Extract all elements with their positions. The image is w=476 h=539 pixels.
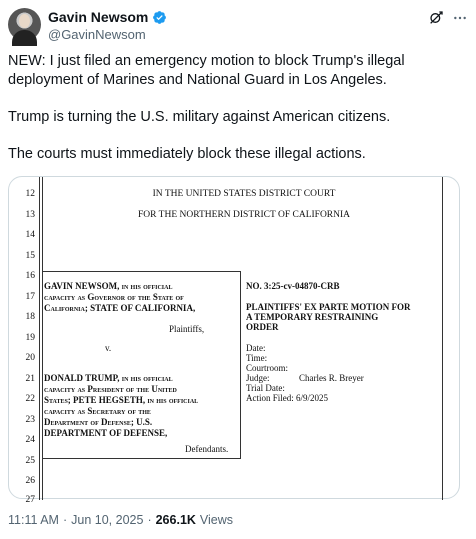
- margin-rule-right: [442, 177, 443, 500]
- defendant-capacity-5: capacity as Secretary of the: [44, 406, 151, 416]
- tweet-paragraph-3: The courts must immediately block these illegal actions.: [8, 146, 366, 162]
- motion-title-2: A TEMPORARY RESTRAINING: [246, 312, 379, 322]
- tweet-header: [8, 8, 468, 42]
- views-count[interactable]: 266.1K: [155, 513, 196, 527]
- line-number: 24: [25, 435, 35, 445]
- plaintiff-line-1: [44, 281, 172, 292]
- display-name[interactable]: Gavin Newsom: [48, 9, 149, 25]
- avatar[interactable]: [8, 8, 41, 41]
- line-number: 14: [25, 230, 35, 240]
- line-number: 22: [25, 394, 35, 404]
- verified-badge-icon: [152, 10, 167, 25]
- plaintiff-state: STATE OF CALIFORNIA,: [90, 303, 196, 313]
- defendant-line-3: [44, 395, 198, 406]
- line-number: 17: [25, 292, 35, 302]
- tweet-meta: [8, 513, 233, 527]
- views-label: Views: [199, 513, 234, 527]
- avatar-shoulders: [12, 30, 37, 46]
- post-date[interactable]: Jun 10, 2025: [71, 513, 144, 527]
- defendant-trump: DONALD TRUMP,: [44, 373, 120, 383]
- defendant-capacity-1: in his official: [121, 373, 173, 383]
- tweet-paragraph-1: NEW: I just filed an emergency motion to block Trump's illegal deployment of Marines and National Guard in Los Angeles.: [8, 53, 405, 88]
- court-name: IN THE UNITED STATES DISTRICT COURT: [152, 189, 336, 199]
- user-handle[interactable]: @GavinNewsom: [48, 27, 146, 42]
- judge-label: Judge:: [246, 373, 270, 383]
- grok-icon[interactable]: [428, 10, 444, 26]
- line-number: 19: [25, 333, 35, 343]
- attached-image[interactable]: [8, 176, 460, 505]
- trial-date-label: Trial Date:: [246, 383, 285, 393]
- separator: ·: [62, 513, 68, 527]
- judge-name: Charles R. Breyer: [299, 373, 364, 383]
- time-label: Time:: [246, 353, 268, 363]
- separator: ·: [147, 513, 152, 527]
- line-number: 18: [25, 312, 35, 322]
- courtroom-label: Courtroom:: [246, 363, 288, 373]
- defendants-label: Defendants.: [185, 444, 229, 454]
- plaintiff-line-3: [44, 303, 195, 314]
- margin-rule-left: [39, 177, 40, 500]
- versus-label: v.: [105, 343, 112, 353]
- plaintiff-capacity-3: California;: [44, 303, 88, 313]
- defendant-line-6: [44, 417, 152, 428]
- court-document: [9, 177, 461, 505]
- avatar-face: [19, 14, 30, 28]
- action-filed: Action Filed: 6/9/2025: [246, 393, 328, 403]
- tweet-paragraph-2: Trump is turning the U.S. military against American citizens.: [8, 109, 391, 125]
- court-district: FOR THE NORTHERN DISTRICT OF CALIFORNIA: [137, 210, 351, 220]
- case-number: NO. 3:25-cv-04870-CRB: [246, 281, 340, 291]
- line-number: 25: [25, 456, 35, 466]
- line-number: 16: [25, 271, 35, 281]
- line-number: 26: [25, 476, 35, 486]
- line-number: 13: [25, 210, 35, 220]
- motion-title-3: ORDER: [246, 322, 279, 332]
- line-number: 15: [25, 251, 35, 261]
- defendant-capacity-2: capacity as President of the United: [44, 384, 177, 394]
- motion-title-1: PLAINTIFFS' EX PARTE MOTION FOR: [246, 302, 411, 312]
- defendant-capacity-3: States;: [44, 395, 71, 405]
- line-number: 27: [25, 495, 35, 505]
- defendant-line-1: [44, 373, 173, 384]
- name-row: [48, 9, 167, 25]
- defendant-capacity-4: in his official: [147, 395, 199, 405]
- plaintiff-capacity-1: in his official: [121, 281, 173, 291]
- date-label: Date:: [246, 343, 266, 353]
- defendant-us: U.S.: [136, 417, 153, 427]
- line-number: 21: [25, 374, 35, 384]
- more-options-icon[interactable]: [452, 10, 468, 26]
- line-number: 20: [25, 353, 35, 363]
- plaintiffs-label: Plaintiffs,: [169, 324, 205, 334]
- defendant-dod: DEPARTMENT OF DEFENSE,: [44, 428, 168, 438]
- line-number: 23: [25, 415, 35, 425]
- plaintiff-capacity-2: capacity as Governor of the State of: [44, 292, 184, 302]
- defendant-hegseth: PETE HEGSETH,: [73, 395, 146, 405]
- post-time[interactable]: 11:11 AM: [8, 513, 59, 527]
- plaintiff-name: GAVIN NEWSOM,: [44, 281, 120, 291]
- line-number: 12: [25, 189, 35, 199]
- defendant-capacity-6: Department of Defense;: [44, 417, 134, 427]
- tweet-text: [8, 52, 468, 182]
